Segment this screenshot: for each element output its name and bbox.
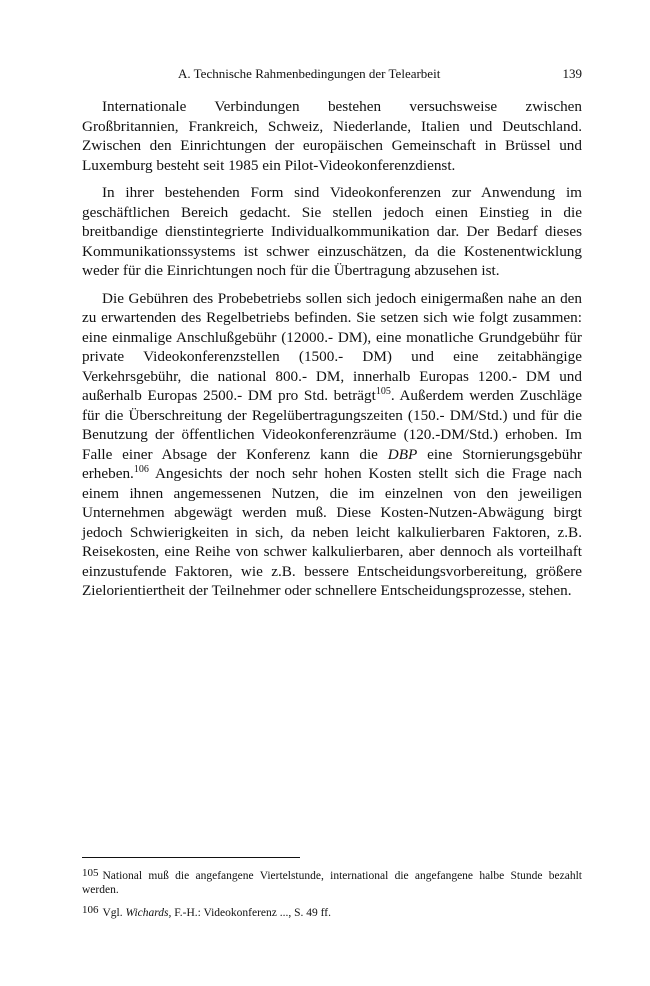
paragraph-1: Internationale Verbindungen bestehen versuchsweise zwischen Großbritannien, Frankreich, Schweiz, Niederlande, Italien und Deutschland. Zwischen den Einrichtungen der europäischen Gemeinschaft in Brüssel und Luxemburg besteht seit 1985 ein Pilot-Videokonferenzdienst. — [82, 98, 582, 174]
footnote-number: 106 — [82, 904, 99, 916]
paragraph-2: In ihrer bestehenden Form sind Videokonferenzen zur Anwendung im geschäftlichen Bereich gedacht. Sie stellen jedoch einen Einstieg in die breitbandige dienstintegrierte Individualkommunikation dar. Der Bedarf dieses Kommunikationssystems ist schwer einzuschätzen, da die Kostenentwicklung weder für die Einrichtungen noch für die Übertragung abzusehen ist. — [82, 184, 582, 279]
footnote-ref-105: 105 — [375, 386, 391, 397]
footnotes — [82, 866, 582, 926]
footnote-105 — [82, 866, 582, 897]
paragraph-3-part-c: eine Stornierungsgebühr erheben. — [82, 445, 582, 482]
running-title: A. Technische Rahmenbedingungen der Telearbeit — [178, 66, 441, 81]
dbp-abbreviation: DBP — [387, 445, 418, 463]
footnote-divider — [82, 857, 300, 858]
paragraph-3 — [82, 289, 582, 601]
footnote-106 — [82, 903, 582, 920]
footnote-text-after: F.-H.: Videokonferenz ..., S. 49 ff. — [171, 907, 331, 919]
paragraph-3-part-a: Die Gebühren des Probebetriebs sollen sich jedoch einigermaßen nahe an den zu erwartenden des Regelbetriebs befinden. Sie setzen sich wie folgt zusammen: eine einmalige Anschlußgebühr (12000.- DM), eine monatliche Grundgebühr für private Videokonferenzstellen (1500.- DM) und eine zeitabhängige Verkehrsgebühr, die national 800.- DM, innerhalb Europas 1200.- DM und außerhalb Europas 2500.- DM pro Std. beträgt — [82, 289, 582, 404]
paragraph-3-part-d: Angesichts der noch sehr hohen Kosten stellt sich die Frage nach einem ihnen angemessenen Nutzen, die im einzelnen von den jeweiligen Unternehmen abgewägt werden muß. Diese Kosten-Nutzen-Abwägung birgt jedoch Schwierigkeiten in sich, da neben leicht kalkulierbaren Faktoren, z.B. Reisekosten, eine Reihe von schwer kalkulierbaren, aber dennoch als vorteilhaft einzustufende Faktoren, wie z.B. bessere Entscheidungsvorbereitung, größere Zielorientiertheit der Teilnehmer oder schnellere Entscheidungsprozesse, stehen. — [82, 465, 582, 599]
footnote-author: Wichards, — [125, 907, 172, 919]
footnote-text-before: Vgl. — [102, 907, 126, 919]
footnote-ref-106: 106 — [133, 464, 149, 475]
footnote-number: 105 — [82, 867, 99, 879]
paragraph-3-part-b: . Außerdem werden Zuschläge für die Überschreitung der Regelübertragungszeiten (150.- DM/Std.) und für die Benutzung der öffentlichen Videokonferenzräume (120.-DM/Std.) erhoben. Im Falle einer Absage der Konferenz kann die — [82, 387, 582, 463]
page-number: 139 — [562, 66, 582, 81]
body-text — [82, 97, 582, 601]
footnote-text: National muß die angefangene Viertelstunde, international die angefangene halbe Stunde bezahlt werden. — [82, 870, 582, 896]
